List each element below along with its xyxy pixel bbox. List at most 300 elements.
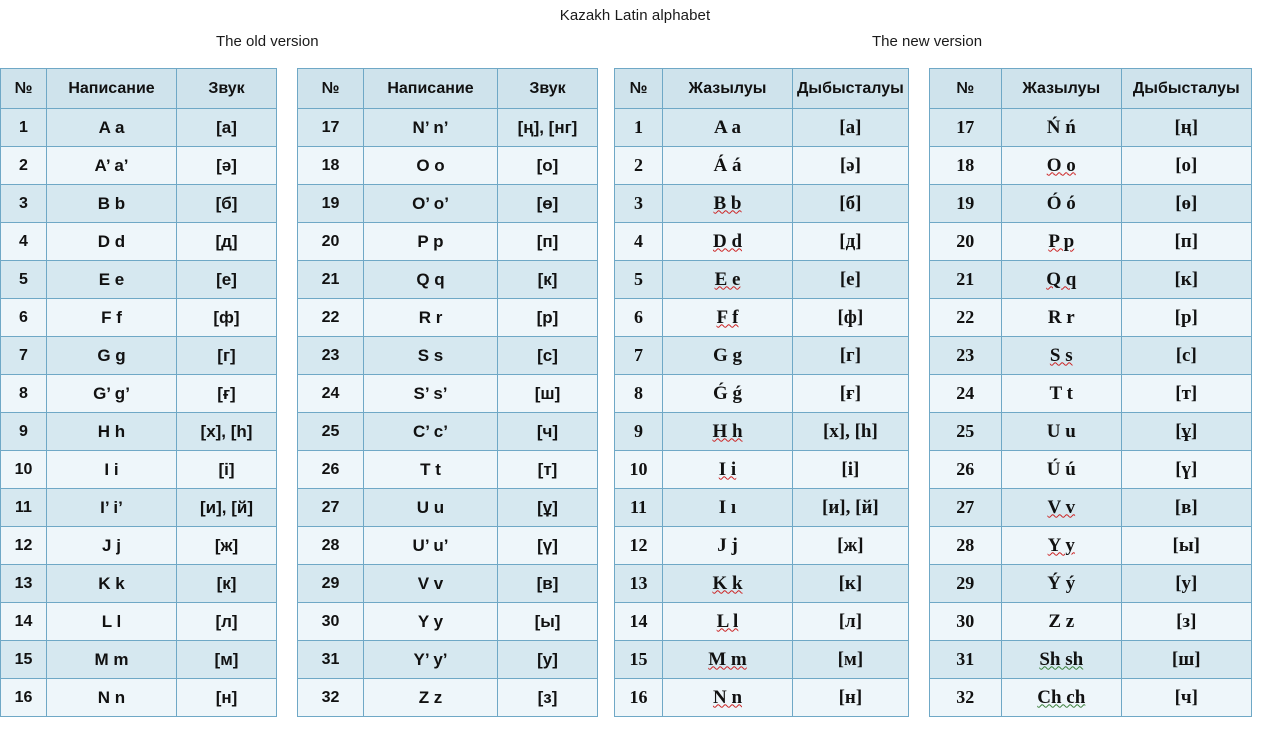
writing-text: V v [417, 573, 444, 593]
table-row [298, 109, 598, 147]
table-row [929, 603, 1251, 641]
cell-writing [47, 337, 177, 375]
cell-number: 31 [298, 641, 364, 679]
cell-writing [663, 679, 793, 717]
page-title: Kazakh Latin alphabet [559, 7, 711, 24]
cell-writing [47, 565, 177, 603]
writing-text: K k [712, 572, 743, 594]
cell-number: 31 [929, 641, 1001, 679]
cell-sound: [а] [177, 109, 277, 147]
writing-text: Q q [1046, 268, 1077, 290]
writing-text: U u [416, 497, 445, 517]
cell-sound: [ң] [1121, 109, 1251, 147]
cell-writing [364, 147, 498, 185]
writing-text: E e [714, 268, 741, 290]
writing-text: C’ c’ [413, 421, 448, 441]
cell-sound: [у] [1121, 565, 1251, 603]
table-body [1, 109, 277, 717]
table-row [615, 527, 909, 565]
cell-sound: [т] [498, 451, 598, 489]
column-header-sound: Звук [177, 69, 277, 109]
table-row [1, 679, 277, 717]
cell-sound: [ү] [498, 527, 598, 565]
table-row [1, 489, 277, 527]
cell-number: 11 [1, 489, 47, 527]
table-row [1, 261, 277, 299]
cell-writing [663, 109, 793, 147]
column-header-number: № [298, 69, 364, 109]
cell-writing [47, 489, 177, 527]
table-row [1, 603, 277, 641]
cell-sound: [ы] [1121, 527, 1251, 565]
cell-writing [47, 603, 177, 641]
cell-sound: [м] [177, 641, 277, 679]
cell-number: 27 [298, 489, 364, 527]
table-row [615, 337, 909, 375]
cell-number: 3 [615, 185, 663, 223]
cell-sound: [и], [й] [177, 489, 277, 527]
table-row [615, 375, 909, 413]
cell-number: 28 [929, 527, 1001, 565]
cell-number: 28 [298, 527, 364, 565]
cell-writing [47, 109, 177, 147]
cell-number: 6 [1, 299, 47, 337]
table-row [615, 147, 909, 185]
cell-writing [364, 527, 498, 565]
cell-number: 15 [1, 641, 47, 679]
cell-number: 5 [615, 261, 663, 299]
writing-text: Y y [417, 611, 444, 631]
cell-sound: [р] [1121, 299, 1251, 337]
writing-text: N n [97, 687, 126, 707]
writing-text: A’ a’ [94, 155, 129, 175]
table-row [929, 109, 1251, 147]
table-row [929, 527, 1251, 565]
table-row [298, 147, 598, 185]
cell-number: 2 [615, 147, 663, 185]
cell-writing [663, 223, 793, 261]
cell-writing [47, 375, 177, 413]
cell-number: 22 [298, 299, 364, 337]
cell-sound: [и], [й] [793, 489, 909, 527]
writing-text: Ý ý [1047, 572, 1076, 594]
cell-writing [663, 337, 793, 375]
cell-number: 20 [298, 223, 364, 261]
table-row [1, 109, 277, 147]
column-header-writing: Написание [364, 69, 498, 109]
writing-text: I i [718, 458, 737, 480]
table-header-row [298, 69, 598, 109]
cell-writing [364, 185, 498, 223]
writing-text: H h [712, 420, 743, 442]
cell-sound: [к] [793, 565, 909, 603]
cell-number: 9 [615, 413, 663, 451]
cell-number: 12 [615, 527, 663, 565]
writing-text: F f [716, 306, 739, 328]
cell-sound: [і] [177, 451, 277, 489]
cell-number: 7 [615, 337, 663, 375]
cell-writing [663, 261, 793, 299]
cell-number: 29 [298, 565, 364, 603]
cell-sound: [ү] [1121, 451, 1251, 489]
cell-writing [663, 489, 793, 527]
writing-text: I’ i’ [100, 497, 123, 517]
cell-sound: [п] [498, 223, 598, 261]
cell-writing [47, 147, 177, 185]
table-row [298, 641, 598, 679]
cell-writing [663, 147, 793, 185]
table-row [929, 565, 1251, 603]
cell-number: 19 [298, 185, 364, 223]
cell-sound: [х], [h] [177, 413, 277, 451]
writing-text: Ú ú [1046, 458, 1076, 480]
writing-text: U u [1046, 420, 1076, 442]
cell-writing [364, 641, 498, 679]
cell-writing [663, 451, 793, 489]
table-new-version-left [614, 68, 909, 717]
table-row [929, 451, 1251, 489]
column-header-number: № [929, 69, 1001, 109]
table-row [298, 185, 598, 223]
table-header-row [1, 69, 277, 109]
cell-number: 6 [615, 299, 663, 337]
cell-writing [364, 489, 498, 527]
writing-text: O’ o’ [412, 193, 449, 213]
writing-text: T t [420, 459, 441, 479]
cell-writing [47, 185, 177, 223]
cell-writing [663, 641, 793, 679]
writing-text: T t [1049, 382, 1073, 404]
cell-number: 26 [298, 451, 364, 489]
cell-number: 30 [298, 603, 364, 641]
cell-number: 16 [1, 679, 47, 717]
cell-writing [1001, 451, 1121, 489]
cell-writing [364, 223, 498, 261]
writing-text: E e [98, 269, 125, 289]
table-row [929, 641, 1251, 679]
writing-text: U’ u’ [412, 535, 449, 555]
table-row [1, 641, 277, 679]
cell-number: 13 [1, 565, 47, 603]
table-row [615, 451, 909, 489]
cell-sound: [м] [793, 641, 909, 679]
writing-text: I i [104, 459, 119, 479]
table-row [929, 375, 1251, 413]
cell-number: 17 [929, 109, 1001, 147]
writing-text: O o [416, 155, 445, 175]
cell-sound: [ф] [793, 299, 909, 337]
column-header-sound: Дыбысталуы [1121, 69, 1251, 109]
table-row [615, 413, 909, 451]
table-body [929, 109, 1251, 717]
writing-text: G g [97, 345, 126, 365]
cell-writing [364, 109, 498, 147]
cell-number: 23 [929, 337, 1001, 375]
table-row [929, 337, 1251, 375]
cell-number: 21 [929, 261, 1001, 299]
cell-number: 5 [1, 261, 47, 299]
writing-text: Á á [713, 154, 742, 176]
table-row [298, 489, 598, 527]
cell-sound: [а] [793, 109, 909, 147]
cell-writing [47, 223, 177, 261]
cell-sound: [з] [1121, 603, 1251, 641]
table-row [929, 489, 1251, 527]
cell-number: 27 [929, 489, 1001, 527]
cell-number: 18 [929, 147, 1001, 185]
cell-sound: [е] [177, 261, 277, 299]
writing-text: S’ s’ [413, 383, 448, 403]
cell-number: 17 [298, 109, 364, 147]
cell-number: 9 [1, 413, 47, 451]
writing-text: D d [97, 231, 126, 251]
cell-writing [663, 527, 793, 565]
cell-writing [364, 337, 498, 375]
writing-text: N’ n’ [412, 117, 449, 137]
table-row [929, 413, 1251, 451]
writing-text: L l [101, 611, 122, 631]
cell-sound: [ұ] [1121, 413, 1251, 451]
writing-text: F f [101, 307, 122, 327]
cell-writing [1001, 147, 1121, 185]
cell-writing [1001, 223, 1121, 261]
writing-text: N n [712, 686, 743, 708]
writing-text: Y y [1047, 534, 1075, 556]
cell-writing [1001, 375, 1121, 413]
table-row [298, 603, 598, 641]
cell-writing [663, 413, 793, 451]
table-row [615, 679, 909, 717]
cell-number: 16 [615, 679, 663, 717]
cell-number: 26 [929, 451, 1001, 489]
writing-text: M m [708, 648, 747, 670]
cell-number: 1 [1, 109, 47, 147]
table-row [1, 147, 277, 185]
cell-sound: [д] [793, 223, 909, 261]
cell-sound: [ф] [177, 299, 277, 337]
table-row [298, 679, 598, 717]
cell-number: 20 [929, 223, 1001, 261]
table-row [298, 565, 598, 603]
cell-number: 25 [929, 413, 1001, 451]
cell-writing [1001, 603, 1121, 641]
writing-text: A a [98, 117, 125, 137]
writing-text: P p [1048, 230, 1075, 252]
column-header-number: № [1, 69, 47, 109]
writing-text: R r [418, 307, 443, 327]
table-row [1, 375, 277, 413]
cell-writing [47, 299, 177, 337]
cell-number: 32 [929, 679, 1001, 717]
table-old-version-left [0, 68, 277, 717]
writing-text: H h [97, 421, 126, 441]
cell-writing [1001, 527, 1121, 565]
writing-text: I ı [718, 496, 737, 518]
table-row [929, 185, 1251, 223]
cell-number: 13 [615, 565, 663, 603]
cell-number: 14 [1, 603, 47, 641]
cell-number: 23 [298, 337, 364, 375]
cell-number: 22 [929, 299, 1001, 337]
table-row [615, 565, 909, 603]
column-header-sound: Дыбысталуы [793, 69, 909, 109]
cell-writing [1001, 489, 1121, 527]
cell-number: 10 [615, 451, 663, 489]
writing-text: Ó ó [1046, 192, 1076, 214]
cell-number: 24 [929, 375, 1001, 413]
writing-text: Ń ń [1046, 116, 1076, 138]
cell-number: 32 [298, 679, 364, 717]
writing-text: K k [98, 573, 125, 593]
writing-text: Ǵ ǵ [712, 382, 743, 404]
cell-sound: [п] [1121, 223, 1251, 261]
cell-sound: [з] [498, 679, 598, 717]
column-header-sound: Звук [498, 69, 598, 109]
cell-writing [663, 299, 793, 337]
table-row [615, 109, 909, 147]
cell-number: 30 [929, 603, 1001, 641]
cell-sound: [д] [177, 223, 277, 261]
cell-sound: [л] [793, 603, 909, 641]
cell-sound: [т] [1121, 375, 1251, 413]
writing-text: G’ g’ [93, 383, 130, 403]
column-header-number: № [615, 69, 663, 109]
cell-sound: [ң], [нг] [498, 109, 598, 147]
writing-text: J j [102, 535, 121, 555]
cell-writing [364, 603, 498, 641]
cell-sound: [л] [177, 603, 277, 641]
writing-text: Y’ y’ [413, 649, 448, 669]
table-row [615, 641, 909, 679]
cell-writing [1001, 565, 1121, 603]
writing-text: O o [1046, 154, 1076, 176]
cell-sound: [х], [h] [793, 413, 909, 451]
table-row [298, 337, 598, 375]
table-row [615, 299, 909, 337]
tables-row [0, 68, 1270, 717]
table-row [615, 223, 909, 261]
cell-writing [364, 565, 498, 603]
cell-number: 19 [929, 185, 1001, 223]
cell-writing [663, 375, 793, 413]
cell-sound: [к] [177, 565, 277, 603]
cell-writing [663, 565, 793, 603]
cell-sound: [в] [498, 565, 598, 603]
cell-number: 11 [615, 489, 663, 527]
writing-text: Z z [1048, 610, 1075, 632]
cell-sound: [о] [1121, 147, 1251, 185]
table-row [1, 299, 277, 337]
cell-writing [47, 451, 177, 489]
section-titles [0, 33, 1270, 59]
cell-sound: [у] [498, 641, 598, 679]
section-title-new: The new version [872, 33, 983, 50]
table-row [298, 413, 598, 451]
table-row [615, 261, 909, 299]
cell-writing [1001, 679, 1121, 717]
cell-writing [47, 679, 177, 717]
writing-text: G g [712, 344, 743, 366]
table-row [929, 299, 1251, 337]
cell-sound: [н] [177, 679, 277, 717]
cell-writing [364, 451, 498, 489]
cell-sound: [е] [793, 261, 909, 299]
cell-sound: [ұ] [498, 489, 598, 527]
cell-number: 12 [1, 527, 47, 565]
cell-sound: [ж] [793, 527, 909, 565]
cell-number: 2 [1, 147, 47, 185]
cell-number: 4 [1, 223, 47, 261]
writing-text: M m [94, 649, 129, 669]
cell-number: 1 [615, 109, 663, 147]
section-title-old: The old version [216, 33, 319, 50]
writing-text: B b [713, 192, 742, 214]
cell-sound: [ч] [498, 413, 598, 451]
cell-writing [1001, 413, 1121, 451]
table-row [615, 185, 909, 223]
cell-writing [364, 375, 498, 413]
table-new-version-right [929, 68, 1252, 717]
writing-text: S s [417, 345, 444, 365]
cell-number: 15 [615, 641, 663, 679]
cell-number: 3 [1, 185, 47, 223]
cell-writing [364, 261, 498, 299]
table-row [1, 451, 277, 489]
cell-sound: [ы] [498, 603, 598, 641]
cell-writing [47, 641, 177, 679]
cell-sound: [с] [498, 337, 598, 375]
writing-text: J j [717, 534, 738, 556]
writing-text: Ch ch [1037, 686, 1086, 708]
cell-sound: [н] [793, 679, 909, 717]
table-row [298, 299, 598, 337]
table-header-row [929, 69, 1251, 109]
table-row [1, 337, 277, 375]
cell-sound: [ө] [1121, 185, 1251, 223]
cell-number: 8 [615, 375, 663, 413]
table-row [615, 489, 909, 527]
cell-writing [1001, 299, 1121, 337]
writing-text: P p [417, 231, 444, 251]
cell-writing [1001, 641, 1121, 679]
writing-text: Q q [416, 269, 445, 289]
table-row [929, 261, 1251, 299]
writing-text: L l [716, 610, 739, 632]
cell-writing [1001, 109, 1121, 147]
cell-writing [1001, 185, 1121, 223]
column-header-writing: Написание [47, 69, 177, 109]
cell-sound: [ә] [177, 147, 277, 185]
cell-sound: [к] [498, 261, 598, 299]
table-old-version-right [297, 68, 598, 717]
table-row [1, 413, 277, 451]
cell-sound: [г] [793, 337, 909, 375]
cell-sound: [ғ] [793, 375, 909, 413]
table-row [298, 451, 598, 489]
cell-sound: [к] [1121, 261, 1251, 299]
table-body [615, 109, 909, 717]
cell-sound: [ж] [177, 527, 277, 565]
table-row [929, 223, 1251, 261]
cell-writing [663, 603, 793, 641]
writing-text: Sh sh [1039, 648, 1084, 670]
cell-sound: [ө] [498, 185, 598, 223]
cell-sound: [і] [793, 451, 909, 489]
table-row [1, 565, 277, 603]
cell-writing [1001, 337, 1121, 375]
writing-text: B b [97, 193, 126, 213]
cell-sound: [г] [177, 337, 277, 375]
